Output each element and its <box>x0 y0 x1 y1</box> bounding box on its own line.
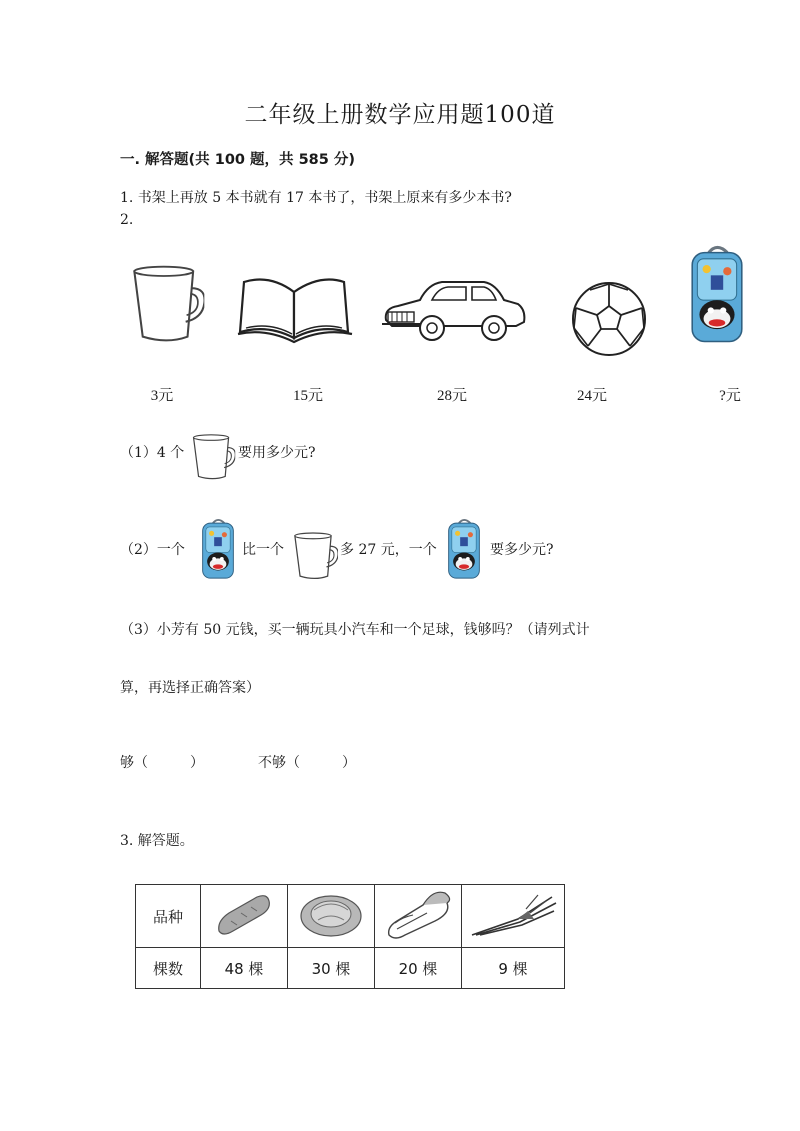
sub-question-1-suffix: 要用多少元? <box>238 445 316 461</box>
answer-not-enough: 不够（ ） <box>258 755 356 771</box>
bok-choy-icon <box>383 887 453 941</box>
sub-question-2-mid1: 比一个 <box>242 542 284 558</box>
mug-icon <box>292 530 338 582</box>
price-backpack: ?元 <box>719 388 741 404</box>
price-car: 28元 <box>436 388 467 404</box>
sub-question-2-prefix: （2）一个 <box>120 542 185 558</box>
table-row-label: 棵数 <box>136 948 201 989</box>
table-cell-carrot <box>201 885 288 948</box>
carrot-icon <box>213 891 275 937</box>
car-icon <box>380 276 528 344</box>
backpack-icon <box>442 518 486 582</box>
price-book: 15元 <box>292 388 323 404</box>
mug-icon <box>190 432 236 482</box>
table-cell-bok-choy <box>375 885 462 948</box>
vegetable-table <box>135 884 565 989</box>
table-cell-count: 9 棵 <box>462 948 565 989</box>
price-mug: 3元 <box>150 388 174 404</box>
sub-question-3-line1: （3）小芳有 50 元钱，买一辆玩具小汽车和一个足球，钱够吗？（请列式计 <box>120 622 590 638</box>
table-cell-count: 20 棵 <box>375 948 462 989</box>
question-2-number: 2. <box>120 212 134 228</box>
answer-enough: 够（ ） <box>120 755 204 771</box>
sub-question-2-suffix: 要多少元? <box>490 542 554 558</box>
sub-question-3-line2: 算，再选择正确答案） <box>120 680 260 696</box>
table-row-variety <box>136 885 565 948</box>
sub-question-2-mid2: 多 27 元，一个 <box>340 542 437 558</box>
backpack-icon <box>196 518 240 582</box>
page-title: 二年级上册数学应用题100道 <box>244 102 556 128</box>
mug-icon <box>126 262 208 346</box>
backpack-icon <box>686 244 748 348</box>
sub-question-1-prefix: （1）4 个 <box>120 445 185 461</box>
cabbage-icon <box>296 888 366 940</box>
table-cell-cabbage <box>288 885 375 948</box>
scallion-icon <box>468 889 558 939</box>
table-row-count <box>136 948 565 989</box>
table-cell-scallion <box>462 885 565 948</box>
price-ball: 24元 <box>576 388 607 404</box>
question-3: 3. 解答题。 <box>120 833 194 849</box>
table-cell-count: 30 棵 <box>288 948 375 989</box>
section-heading: 一. 解答题(共 100 题，共 585 分) <box>120 152 356 168</box>
book-icon <box>236 268 354 344</box>
table-cell-count: 48 棵 <box>201 948 288 989</box>
question-1: 1. 书架上再放 5 本书就有 17 本书了，书架上原来有多少本书? <box>120 190 512 206</box>
table-row-label: 品种 <box>136 885 201 948</box>
soccer-ball-icon <box>570 280 648 358</box>
